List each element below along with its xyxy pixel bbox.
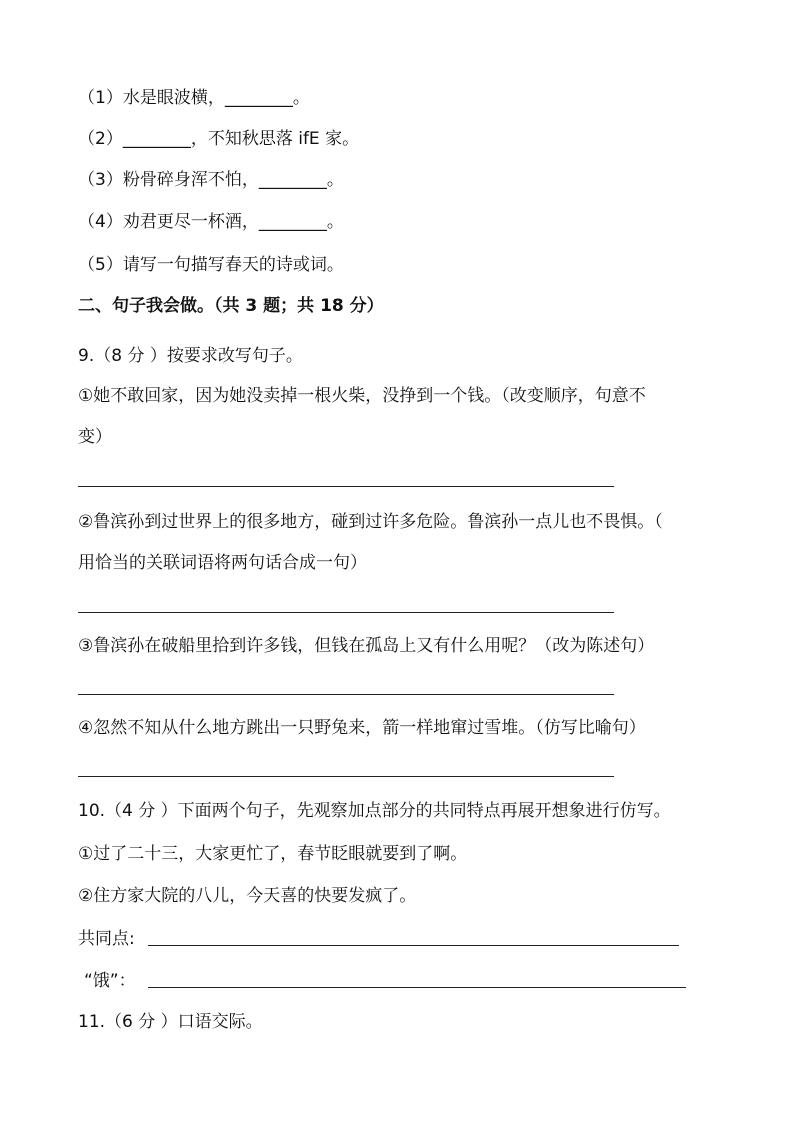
poem-item-3: （3）粉骨碎身浑不怕，________。 xyxy=(78,170,344,190)
q9-item-4-answer-line[interactable] xyxy=(78,776,614,777)
q9-item-2-text: ②鲁滨孙到过世界上的很多地方，碰到过许多危险。鲁滨孙一点儿也不畏惧。（ xyxy=(78,512,663,532)
q10-e-label: “饿”： xyxy=(84,971,136,991)
q9-item-3-answer-line[interactable] xyxy=(78,694,614,695)
q9-item-3-text: ③鲁滨孙在破船里拾到许多钱，但钱在孤岛上又有什么用呢？（改为陈述句） xyxy=(78,636,655,656)
q9-item-1-text: ①她不敢回家，因为她没卖掉一根火柴，没挣到一个钱。（改变顺序，句意不 xyxy=(78,386,646,406)
q9-item-1-answer-line[interactable] xyxy=(78,486,614,487)
q10-e-answer-line[interactable] xyxy=(148,987,686,988)
q9-item-4-text: ④忽然不知从什么地方跳出一只野兔来，箭一样地窜过雪堆。（仿写比喻句） xyxy=(78,718,646,738)
q9-item-2-text-cont: 用恰当的关联词语将两句话合成一句） xyxy=(78,553,367,573)
q9-item-2-answer-line[interactable] xyxy=(78,612,614,613)
q9-item-1-text-cont: 变） xyxy=(78,427,112,447)
q10-common-label: 共同点: xyxy=(78,929,135,949)
question-11-head: 11.（6 分 ）口语交际。 xyxy=(78,1012,263,1032)
q10-common-answer-line[interactable] xyxy=(148,945,679,946)
poem-item-2: （2）________，不知秋思落 ifE 家。 xyxy=(78,129,360,149)
poem-item-5: （5）请写一句描写春天的诗或词。 xyxy=(78,255,344,275)
question-9-head: 9.（8 分 ）按要求改写句子。 xyxy=(78,346,303,366)
q10-sentence-2: ②住方家大院的八儿，今天喜的快要发疯了。 xyxy=(78,886,417,906)
poem-item-4: （4）劝君更尽一杯酒，________。 xyxy=(78,212,344,232)
q10-sentence-1: ①过了二十三，大家更忙了，春节眨眼就要到了啊。 xyxy=(78,844,468,864)
section-title: 二、句子我会做。（共 3 题；共 18 分） xyxy=(78,296,384,316)
poem-item-1: （1）水是眼波横，________。 xyxy=(78,88,310,108)
question-10-head: 10.（4 分 ）下面两个句子，先观察加点部分的共同特点再展开想象进行仿写。 xyxy=(78,801,671,821)
